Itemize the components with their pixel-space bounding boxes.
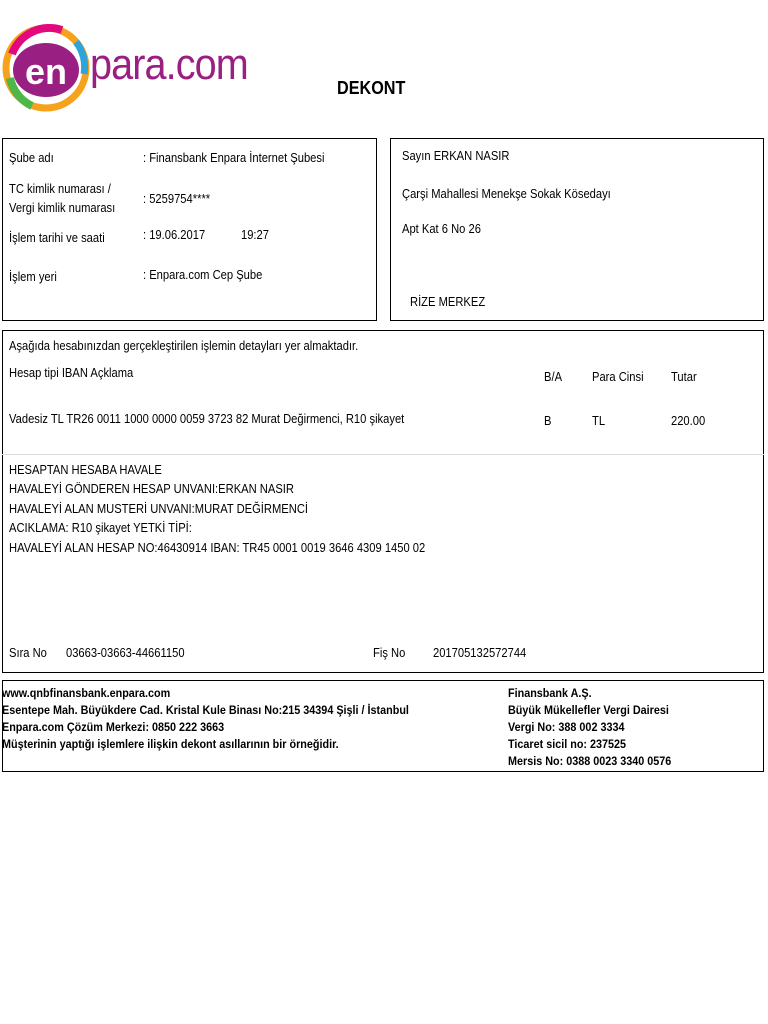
- tc-label: TC kimlik numarası /: [9, 181, 111, 196]
- footer-support: Enpara.com Çözüm Merkezi: 0850 222 3663: [2, 720, 225, 734]
- logo-mark-text: en: [24, 51, 68, 92]
- footer-address: Esentepe Mah. Büyükdere Cad. Kristal Kule Binası No:215 34394 Şişli / İstanbul: [2, 703, 409, 717]
- details-intro: Aşağıda hesabınızdan gerçekleştirilen işlemin detayları yer almaktadır.: [9, 338, 359, 353]
- row-amount: 220.00: [671, 413, 706, 428]
- enpara-logo-mark: [2, 14, 92, 114]
- recipient-address-2: Apt Kat 6 No 26: [402, 221, 481, 236]
- col-header-currency: Para Cinsi: [592, 369, 644, 384]
- desc-line-5: HAVALEYİ ALAN HESAP NO:46430914 IBAN: TR45 0001 0019 3646 4309 1450 02: [9, 540, 426, 555]
- footer-mersis: Mersis No: 0388 0023 3340 0576: [508, 754, 672, 768]
- logo-wordmark: para.com: [90, 40, 248, 89]
- sira-value: 03663-03663-44661150: [66, 645, 185, 660]
- enpara-logo: [2, 14, 248, 114]
- recipient-name: Sayın ERKAN NASIR: [402, 148, 510, 163]
- branch-label: Şube adı: [9, 150, 54, 165]
- footer-trade-reg: Ticaret sicil no: 237525: [508, 737, 627, 751]
- date-label: İşlem tarihi ve saati: [9, 230, 105, 245]
- col-header-ba: B/A: [544, 369, 563, 384]
- recipient-address-1: Çarşi Mahallesi Menekşe Sokak Kösedayı: [402, 186, 611, 201]
- place-value: : Enpara.com Cep Şube: [143, 267, 263, 282]
- footer-note: Müşterinin yaptığı işlemlere ilişkin dekont asıllarının bir örneğidir.: [2, 737, 339, 751]
- branch-value: : Finansbank Enpara İnternet Şubesi: [143, 150, 325, 165]
- row-account: Vadesiz TL TR26 0011 1000 0000 0059 3723 82 Murat Değirmenci, R10 şikayet: [9, 411, 405, 426]
- col-header-account: Hesap tipi IBAN Açklama: [9, 365, 134, 380]
- desc-line-3: HAVALEYİ ALAN MUSTERİ UNVANI:MURAT DEĞİRMENCİ: [9, 501, 309, 516]
- sira-label: Sıra No: [9, 645, 47, 660]
- footer-website: www.qnbfinansbank.enpara.com: [2, 686, 171, 700]
- col-header-amount: Tutar: [671, 369, 697, 384]
- fis-label: Fiş No: [373, 645, 406, 660]
- fis-value: 201705132572744: [433, 645, 527, 660]
- desc-line-1: HESAPTAN HESABA HAVALE: [9, 462, 162, 477]
- date-value: : 19.06.2017: [143, 227, 206, 242]
- desc-line-2: HAVALEYİ GÖNDEREN HESAP UNVANI:ERKAN NASIR: [9, 481, 294, 496]
- document-title: DEKONT: [337, 78, 406, 98]
- vergi-label: Vergi kimlik numarası: [9, 200, 116, 215]
- tc-value: : 5259754****: [143, 191, 211, 206]
- footer-tax-no: Vergi No: 388 002 3334: [508, 720, 625, 734]
- desc-line-4: ACIKLAMA: R10 şikayet YETKİ TİPİ:: [9, 520, 192, 535]
- time-value: 19:27: [241, 227, 269, 242]
- recipient-city: RİZE MERKEZ: [410, 294, 486, 309]
- place-label: İşlem yeri: [9, 269, 57, 284]
- footer-company: Finansbank A.Ş.: [508, 686, 592, 700]
- row-ba: B: [544, 413, 552, 428]
- details-divider: [2, 454, 764, 455]
- footer-tax-office: Büyük Mükellefler Vergi Dairesi: [508, 703, 669, 717]
- row-currency: TL: [592, 413, 606, 428]
